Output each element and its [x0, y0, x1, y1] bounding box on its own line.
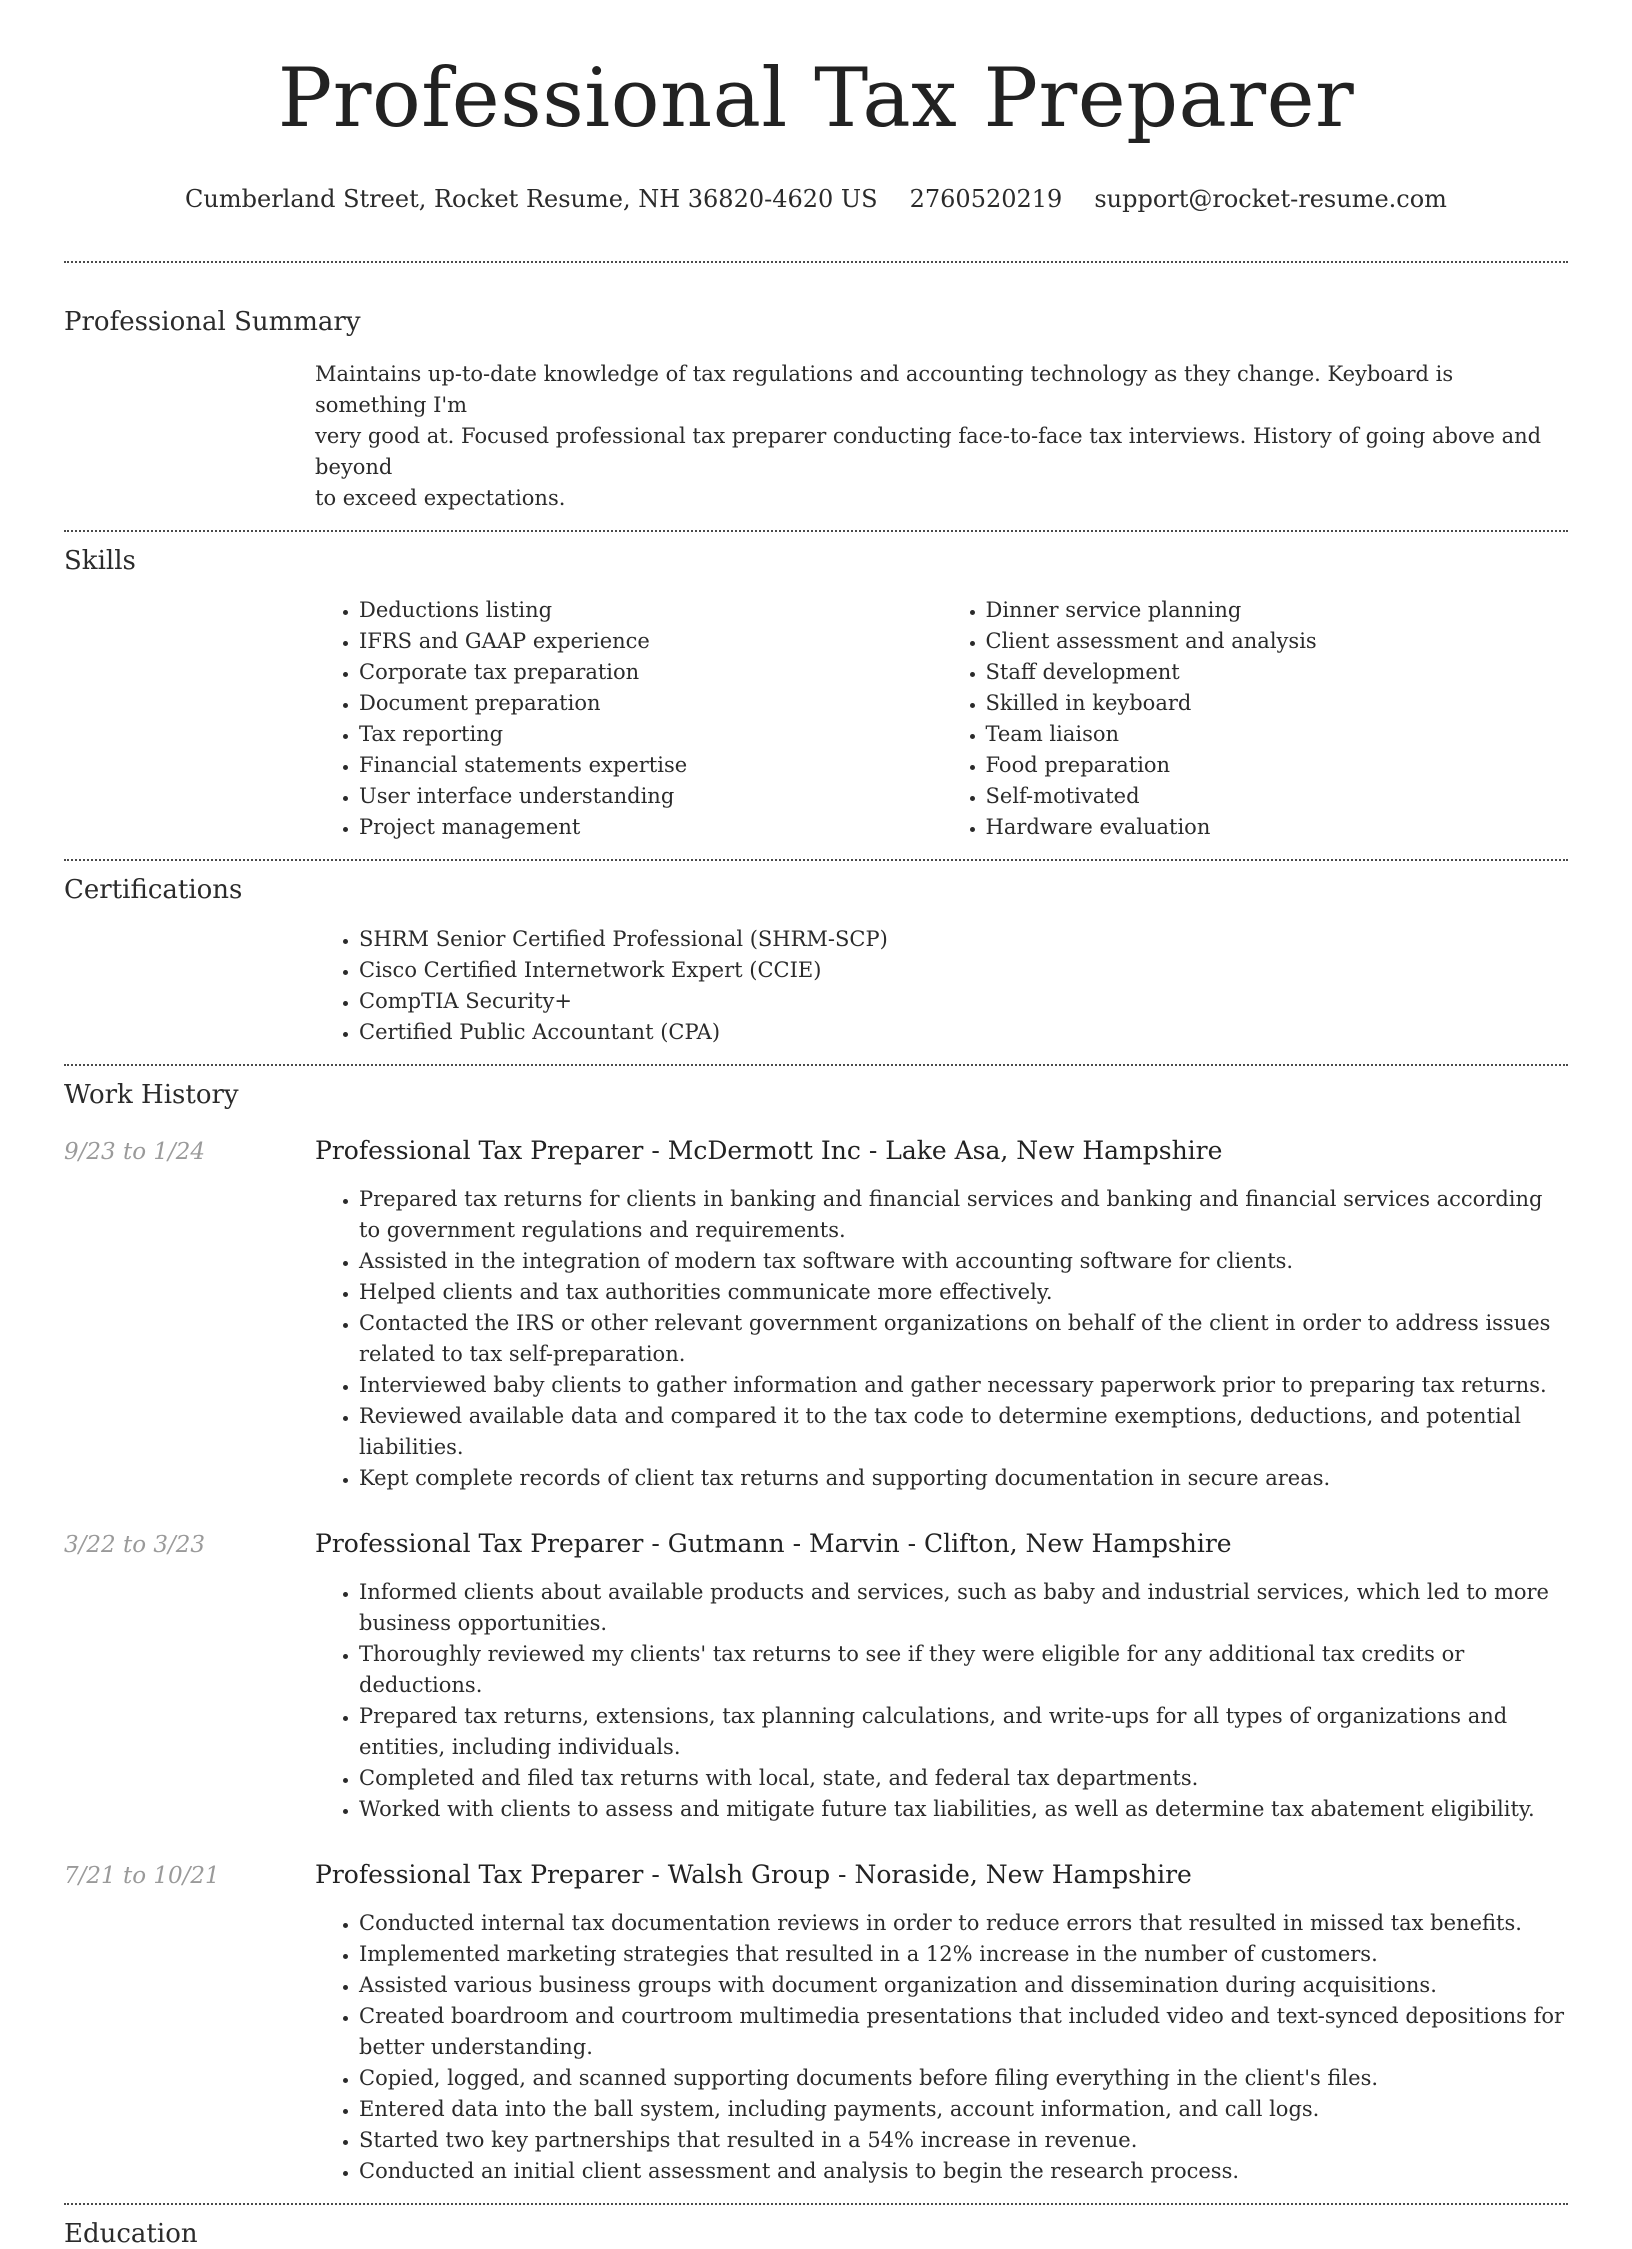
job-duty: • Assisted in the integration of modern tax software with accounting software for clients. [359, 1246, 1568, 1277]
job-duty: • Started two key partnerships that resulted in a 54% increase in revenue. [359, 2125, 1568, 2156]
education-section [64, 2221, 1568, 2247]
candidate-name: Professional Tax Preparer [277, 52, 1355, 146]
divider [64, 2203, 1568, 2205]
job-duty: • Implemented marketing strategies that resulted in a 12% increase in the number of customers. [359, 1939, 1568, 1970]
job-duty: • Entered data into the ball system, including payments, account information, and call logs. [359, 2094, 1568, 2125]
job-duties [315, 1577, 1568, 1825]
phone: 2760520219 [909, 185, 1063, 213]
email: support@rocket-resume.com [1094, 185, 1447, 213]
job-duty: • Worked with clients to assess and mitigate future tax liabilities, as well as determine tax abatement eligibility. [359, 1794, 1568, 1825]
skills-list-left [315, 595, 942, 843]
job-duty: • Prepared tax returns, extensions, tax planning calculations, and write-ups for all types of organizations and entities, including individuals. [359, 1701, 1568, 1763]
summary-line: very good at. Focused professional tax preparer conducting face-to-face tax interviews. History of going above and beyond [315, 424, 1542, 479]
divider [64, 530, 1568, 532]
skill-item: • IFRS and GAAP experience [359, 626, 942, 657]
job-duty: • Created boardroom and courtroom multimedia presentations that included video and text-synced depositions for better understanding. [359, 2001, 1568, 2063]
summary-line: Maintains up-to-date knowledge of tax regulations and accounting technology as they change. Keyboard is something I'm [315, 362, 1454, 417]
job-duty: • Kept complete records of client tax returns and supporting documentation in secure areas. [359, 1463, 1568, 1494]
skill-item: • Corporate tax preparation [359, 657, 942, 688]
divider [64, 261, 1568, 263]
skill-item: • Hardware evaluation [986, 812, 1569, 843]
work-history-section [64, 1082, 1568, 2187]
certifications-body [315, 924, 1568, 1048]
job-duty: • Conducted internal tax documentation reviews in order to reduce errors that resulted in missed tax benefits. [359, 1908, 1568, 1939]
skill-item: • Staff development [986, 657, 1569, 688]
skill-item: • Tax reporting [359, 719, 942, 750]
job-duty: • Thoroughly reviewed my clients' tax returns to see if they were eligible for any additional tax credits or deductions. [359, 1639, 1568, 1701]
job-header [64, 1862, 1568, 1888]
job-duties-list [315, 1184, 1568, 1494]
section-title-skills: Skills [64, 546, 136, 576]
skill-item: • Financial statements expertise [359, 750, 942, 781]
skill-item: • Deductions listing [359, 595, 942, 626]
job-duty: • Helped clients and tax authorities communicate more effectively. [359, 1277, 1568, 1308]
job-duty: • Conducted an initial client assessment and analysis to begin the research process. [359, 2156, 1568, 2187]
job-duty: • Reviewed available data and compared it to the tax code to determine exemptions, deductions, and potential liabilities. [359, 1401, 1568, 1463]
job-duty: • Copied, logged, and scanned supporting documents before filing everything in the client's files. [359, 2063, 1568, 2094]
contact-line [64, 187, 1568, 211]
job-duties [315, 1184, 1568, 1494]
certification-item: • CompTIA Security+ [359, 986, 1568, 1017]
section-title-education: Education [64, 2219, 198, 2249]
job-dates: 3/22 to 3/23 [64, 1532, 206, 1558]
job-title: Professional Tax Preparer - Gutmann - Marvin - Clifton, New Hampshire [315, 1529, 1232, 1558]
job-title: Professional Tax Preparer - McDermott Inc - Lake Asa, New Hampshire [315, 1136, 1223, 1165]
skill-item: • Project management [359, 812, 942, 843]
certification-item: • Certified Public Accountant (CPA) [359, 1017, 1568, 1048]
job-entry [64, 1531, 1568, 1825]
job-duty: • Assisted various business groups with document organization and dissemination during acquisitions. [359, 1970, 1568, 2001]
skill-item: • Client assessment and analysis [986, 626, 1569, 657]
job-entry [64, 1862, 1568, 2187]
skill-item: • User interface understanding [359, 781, 942, 812]
section-title-summary: Professional Summary [64, 307, 361, 337]
job-duty: • Prepared tax returns for clients in banking and financial services and banking and financial services according to government regulations and requirements. [359, 1184, 1568, 1246]
address: Cumberland Street, Rocket Resume, NH 36820-4620 US [185, 185, 878, 213]
skills-grid [315, 595, 1568, 843]
summary-line: to exceed expectations. [315, 486, 566, 510]
certification-item: • SHRM Senior Certified Professional (SHRM-SCP) [359, 924, 1568, 955]
job-duty: • Interviewed baby clients to gather information and gather necessary paperwork prior to preparing tax returns. [359, 1370, 1568, 1401]
divider [64, 1064, 1568, 1066]
job-duty: • Contacted the IRS or other relevant government organizations on behalf of the client in order to address issues related to tax self-preparation. [359, 1308, 1568, 1370]
certifications-section [64, 877, 1568, 1048]
job-duties [315, 1908, 1568, 2187]
summary-text [315, 359, 1568, 514]
job-duty: • Informed clients about available products and services, such as baby and industrial services, which led to more business opportunities. [359, 1577, 1568, 1639]
skill-item: • Team liaison [986, 719, 1569, 750]
job-duties-list [315, 1577, 1568, 1825]
job-header [64, 1138, 1568, 1164]
certification-item: • Cisco Certified Internetwork Expert (CCIE) [359, 955, 1568, 986]
skill-item: • Food preparation [986, 750, 1569, 781]
skill-item: • Skilled in keyboard [986, 688, 1569, 719]
skill-item: • Document preparation [359, 688, 942, 719]
skills-list-right [942, 595, 1569, 843]
section-title-certifications: Certifications [64, 875, 243, 905]
job-entry [64, 1138, 1568, 1494]
skill-item: • Dinner service planning [986, 595, 1569, 626]
job-dates: 7/21 to 10/21 [64, 1863, 220, 1889]
job-duty: • Completed and filed tax returns with local, state, and federal tax departments. [359, 1763, 1568, 1794]
job-header [64, 1531, 1568, 1557]
certifications-list [315, 924, 1568, 1048]
divider [64, 859, 1568, 861]
section-title-work-history: Work History [64, 1080, 239, 1110]
job-title: Professional Tax Preparer - Walsh Group - Noraside, New Hampshire [315, 1860, 1192, 1889]
skill-item: • Self-motivated [986, 781, 1569, 812]
job-dates: 9/23 to 1/24 [64, 1139, 206, 1165]
summary-section [64, 309, 1568, 514]
skills-section [64, 548, 1568, 843]
job-duties-list [315, 1908, 1568, 2187]
